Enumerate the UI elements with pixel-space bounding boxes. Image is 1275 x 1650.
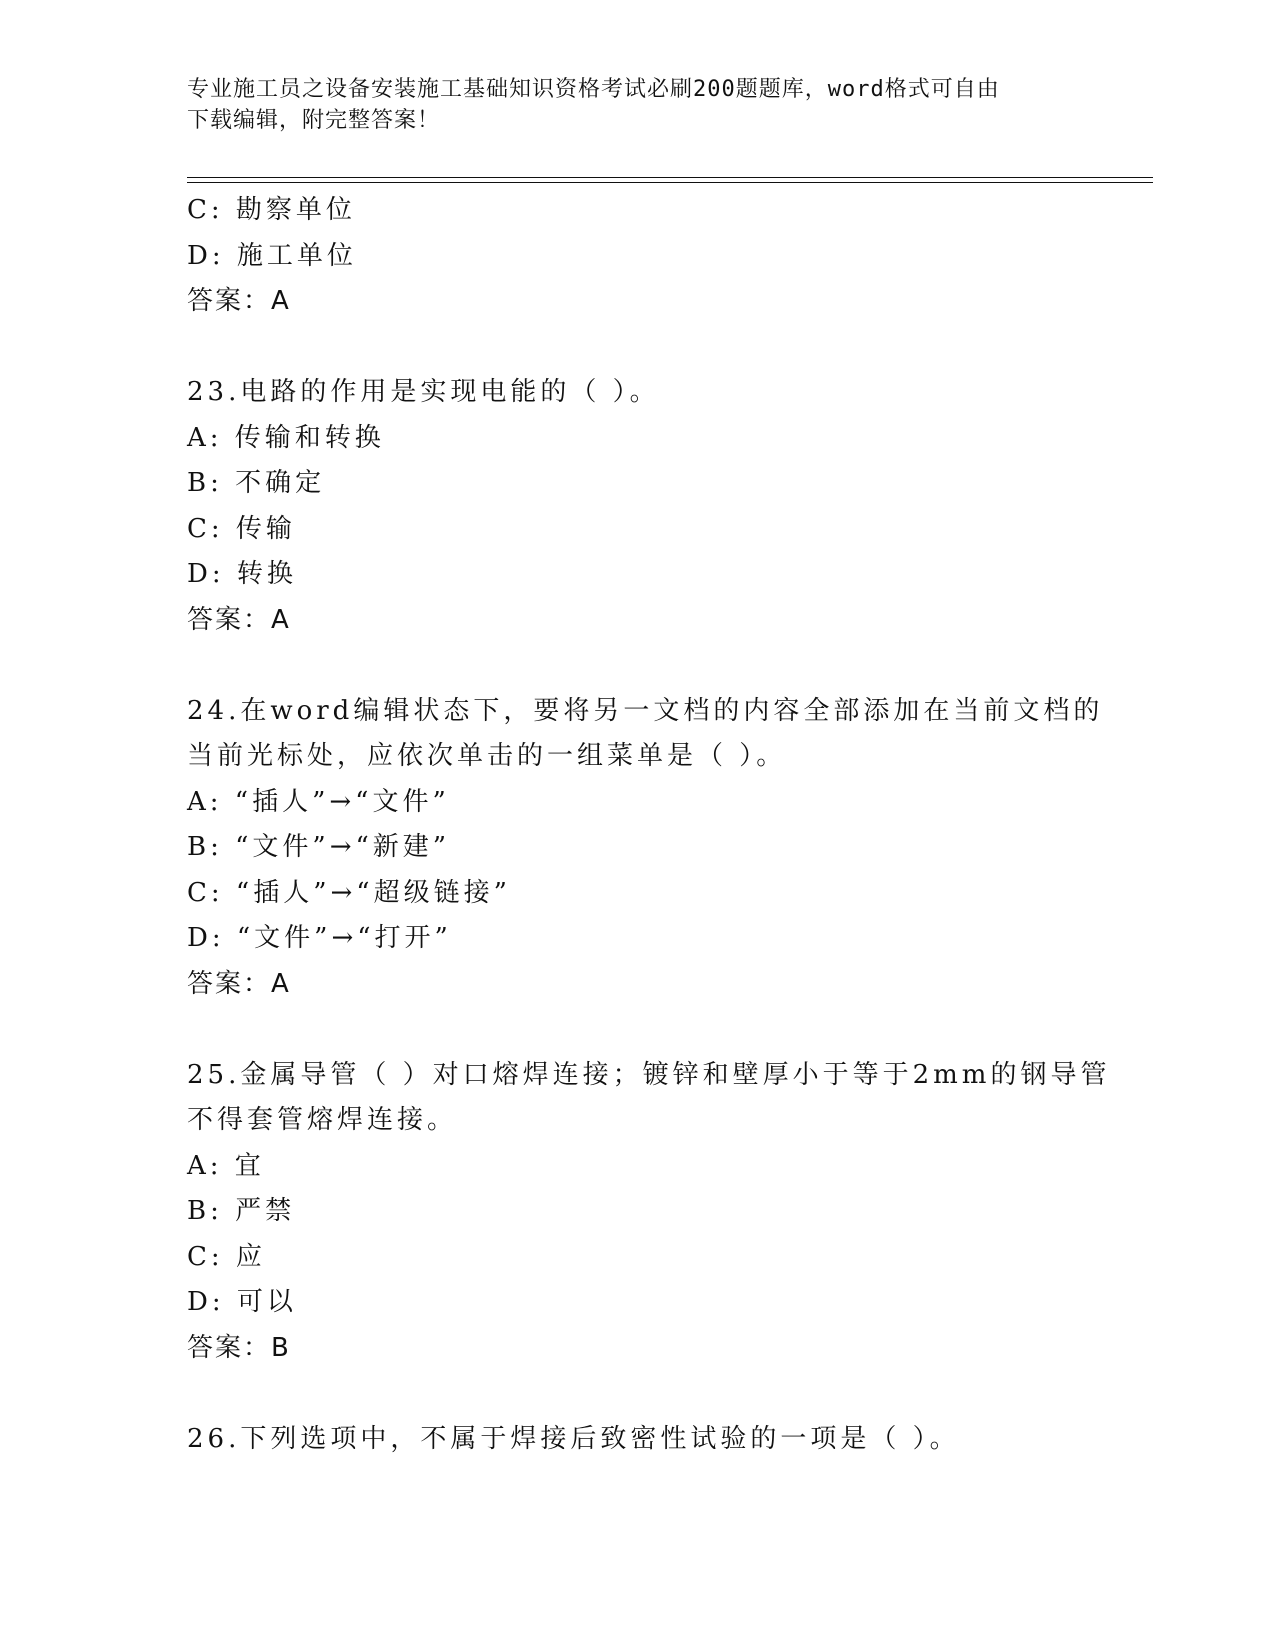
option-c: C: 勘察单位 xyxy=(187,195,356,225)
header-line-1: 专业施工员之设备安装施工基础知识资格考试必刷200题题库，word格式可自由 xyxy=(187,77,1000,102)
option-d: D: 转换 xyxy=(187,559,297,589)
question-text: 24.在word编辑状态下，要将另一文档的内容全部添加在当前文档的 xyxy=(187,695,1104,726)
header-divider-top xyxy=(187,177,1153,178)
option-c: C: 传输 xyxy=(187,513,296,544)
option-d: D: 可以 xyxy=(187,1287,297,1317)
answer-line: 答案：A xyxy=(187,968,291,999)
question-text: 25.金属导管（ ）对口熔焊连接；镀锌和壁厚小于等于2mm的钢导管 xyxy=(187,1059,1111,1090)
option-a: A: 宜 xyxy=(187,1150,265,1181)
question-text: 23.电路的作用是实现电能的（ ）。 xyxy=(187,377,660,407)
question-text: 26.下列选项中，不属于焊接后致密性试验的一项是（ ）。 xyxy=(187,1423,960,1454)
answer-line: 答案：A xyxy=(187,286,291,316)
header-divider-bottom xyxy=(187,182,1153,183)
option-d: D: “文件”→“打开” xyxy=(187,923,452,953)
option-d: D: 施工单位 xyxy=(187,240,357,271)
option-b: B: 不确定 xyxy=(187,468,326,498)
document-header xyxy=(187,74,1087,136)
option-b: B: 严禁 xyxy=(187,1196,296,1226)
option-a: A: 传输和转换 xyxy=(187,422,385,453)
option-c: C: “插人”→“超级链接” xyxy=(187,877,511,908)
header-line-2: 下载编辑，附完整答案！ xyxy=(187,108,441,133)
option-a: A: “插人”→“文件” xyxy=(187,786,450,817)
option-b: B: “文件”→“新建” xyxy=(187,832,451,862)
answer-line: 答案：A xyxy=(187,604,291,635)
question-text-continued: 不得套管熔焊连接。 xyxy=(187,1105,458,1135)
option-c: C: 应 xyxy=(187,1241,266,1272)
question-text-continued: 当前光标处，应依次单击的一组菜单是（ ）。 xyxy=(187,741,787,771)
question-content xyxy=(187,188,1111,1462)
answer-line: 答案：B xyxy=(187,1332,291,1363)
